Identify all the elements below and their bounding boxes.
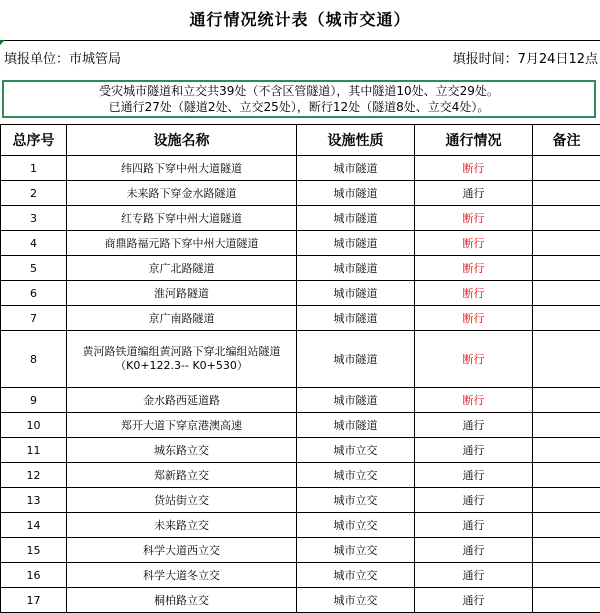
cell-note — [533, 306, 600, 331]
cell-type: 城市隧道 — [297, 231, 415, 256]
table-row — [1, 281, 600, 306]
cell-type: 城市隧道 — [297, 156, 415, 181]
table-row — [1, 588, 600, 613]
cell-note — [533, 181, 600, 206]
cell-name: 商鼎路福元路下穿中州大道隧道 — [67, 231, 297, 256]
cell-name: 城东路立交 — [67, 438, 297, 463]
cell-name: 京广南路隧道 — [67, 306, 297, 331]
cell-no: 11 — [1, 438, 67, 463]
cell-name: 郑新路立交 — [67, 463, 297, 488]
cell-status: 通行 — [415, 538, 533, 563]
cell-name: 红专路下穿中州大道隧道 — [67, 206, 297, 231]
header-name: 设施名称 — [67, 125, 297, 156]
cell-status: 断行 — [415, 281, 533, 306]
cell-no: 17 — [1, 588, 67, 613]
cell-note — [533, 231, 600, 256]
table-row — [1, 231, 600, 256]
cell-no: 2 — [1, 181, 67, 206]
cell-no: 9 — [1, 388, 67, 413]
cell-name: 货站街立交 — [67, 488, 297, 513]
cell-type: 城市立交 — [297, 563, 415, 588]
header-status: 通行情况 — [415, 125, 533, 156]
cell-status: 通行 — [415, 463, 533, 488]
table-row — [1, 463, 600, 488]
cell-no: 3 — [1, 206, 67, 231]
cell-name: 淮河路隧道 — [67, 281, 297, 306]
cell-name: 未来路下穿金水路隧道 — [67, 181, 297, 206]
cell-type: 城市隧道 — [297, 413, 415, 438]
cell-no: 14 — [1, 513, 67, 538]
cell-status: 通行 — [415, 588, 533, 613]
cell-status: 通行 — [415, 488, 533, 513]
cell-no: 10 — [1, 413, 67, 438]
cell-note — [533, 281, 600, 306]
header-type: 设施性质 — [297, 125, 415, 156]
cell-status: 断行 — [415, 256, 533, 281]
cell-no: 7 — [1, 306, 67, 331]
cell-status: 通行 — [415, 413, 533, 438]
table-row — [1, 488, 600, 513]
cell-status: 断行 — [415, 206, 533, 231]
table-row — [1, 156, 600, 181]
traffic-table — [0, 124, 600, 613]
cell-name: 未来路立交 — [67, 513, 297, 538]
table-row — [1, 438, 600, 463]
summary-line-2: 已通行27处（隧道2处、立交25处），断行12处（隧道8处、立交4处）。 — [4, 99, 594, 115]
table-row — [1, 331, 600, 388]
reporting-unit: 填报单位：市城管局 — [4, 41, 121, 79]
cell-type: 城市隧道 — [297, 388, 415, 413]
cell-status: 断行 — [415, 388, 533, 413]
summary-line-1: 受灾城市隧道和立交共39处（不含区管隧道），其中隧道10处、立交29处。 — [4, 83, 594, 99]
cell-note — [533, 538, 600, 563]
cell-type: 城市隧道 — [297, 306, 415, 331]
cell-no: 16 — [1, 563, 67, 588]
table-body — [1, 156, 600, 613]
cell-name-line-1: 黄河路铁道编组黄河路下穿北编组站隧道 — [67, 345, 296, 359]
cell-no: 15 — [1, 538, 67, 563]
info-bar — [0, 40, 600, 80]
cell-type: 城市立交 — [297, 588, 415, 613]
cell-name: 纬四路下穿中州大道隧道 — [67, 156, 297, 181]
cell-status: 通行 — [415, 513, 533, 538]
table-row — [1, 563, 600, 588]
cell-note — [533, 563, 600, 588]
summary-box — [2, 80, 596, 118]
table-row — [1, 413, 600, 438]
cell-name: 科学大道冬立交 — [67, 563, 297, 588]
reporting-time: 填报时间：7月24日12点 — [453, 41, 598, 79]
table-row — [1, 206, 600, 231]
table-row — [1, 388, 600, 413]
cell-note — [533, 156, 600, 181]
cell-type: 城市立交 — [297, 538, 415, 563]
cell-type: 城市立交 — [297, 438, 415, 463]
table-row — [1, 181, 600, 206]
table-header-row — [1, 125, 600, 156]
cell-name: 桐柏路立交 — [67, 588, 297, 613]
cell-type: 城市立交 — [297, 488, 415, 513]
cell-type: 城市立交 — [297, 513, 415, 538]
cell-no: 6 — [1, 281, 67, 306]
cell-status: 断行 — [415, 156, 533, 181]
cell-note — [533, 206, 600, 231]
cell-status: 通行 — [415, 438, 533, 463]
cell-name-line-2: （K0+122.3-- K0+530） — [67, 359, 296, 373]
cell-no: 13 — [1, 488, 67, 513]
cell-note — [533, 438, 600, 463]
cell-no: 5 — [1, 256, 67, 281]
cell-no: 1 — [1, 156, 67, 181]
cell-no: 4 — [1, 231, 67, 256]
cell-note — [533, 513, 600, 538]
cell-status: 通行 — [415, 563, 533, 588]
cell-status: 断行 — [415, 231, 533, 256]
page-title: 通行情况统计表（城市交通） — [0, 0, 600, 40]
cell-type: 城市隧道 — [297, 256, 415, 281]
cell-note — [533, 388, 600, 413]
header-no: 总序号 — [1, 125, 67, 156]
cell-status: 通行 — [415, 181, 533, 206]
cell-type: 城市立交 — [297, 463, 415, 488]
cell-note — [533, 256, 600, 281]
cell-name — [67, 331, 297, 388]
table-row — [1, 513, 600, 538]
table-row — [1, 538, 600, 563]
cell-type: 城市隧道 — [297, 281, 415, 306]
cell-marker — [0, 40, 5, 45]
cell-name: 京广北路隧道 — [67, 256, 297, 281]
cell-type: 城市隧道 — [297, 206, 415, 231]
cell-type: 城市隧道 — [297, 331, 415, 388]
cell-note — [533, 331, 600, 388]
cell-type: 城市隧道 — [297, 181, 415, 206]
cell-status: 断行 — [415, 331, 533, 388]
cell-note — [533, 488, 600, 513]
cell-status: 断行 — [415, 306, 533, 331]
cell-name: 郑开大道下穿京港澳高速 — [67, 413, 297, 438]
cell-no: 8 — [1, 331, 67, 388]
cell-no: 12 — [1, 463, 67, 488]
table-row — [1, 256, 600, 281]
table-row — [1, 306, 600, 331]
cell-note — [533, 463, 600, 488]
cell-name: 金水路西延道路 — [67, 388, 297, 413]
header-note: 备注 — [533, 125, 600, 156]
cell-name: 科学大道西立交 — [67, 538, 297, 563]
cell-note — [533, 413, 600, 438]
cell-note — [533, 588, 600, 613]
